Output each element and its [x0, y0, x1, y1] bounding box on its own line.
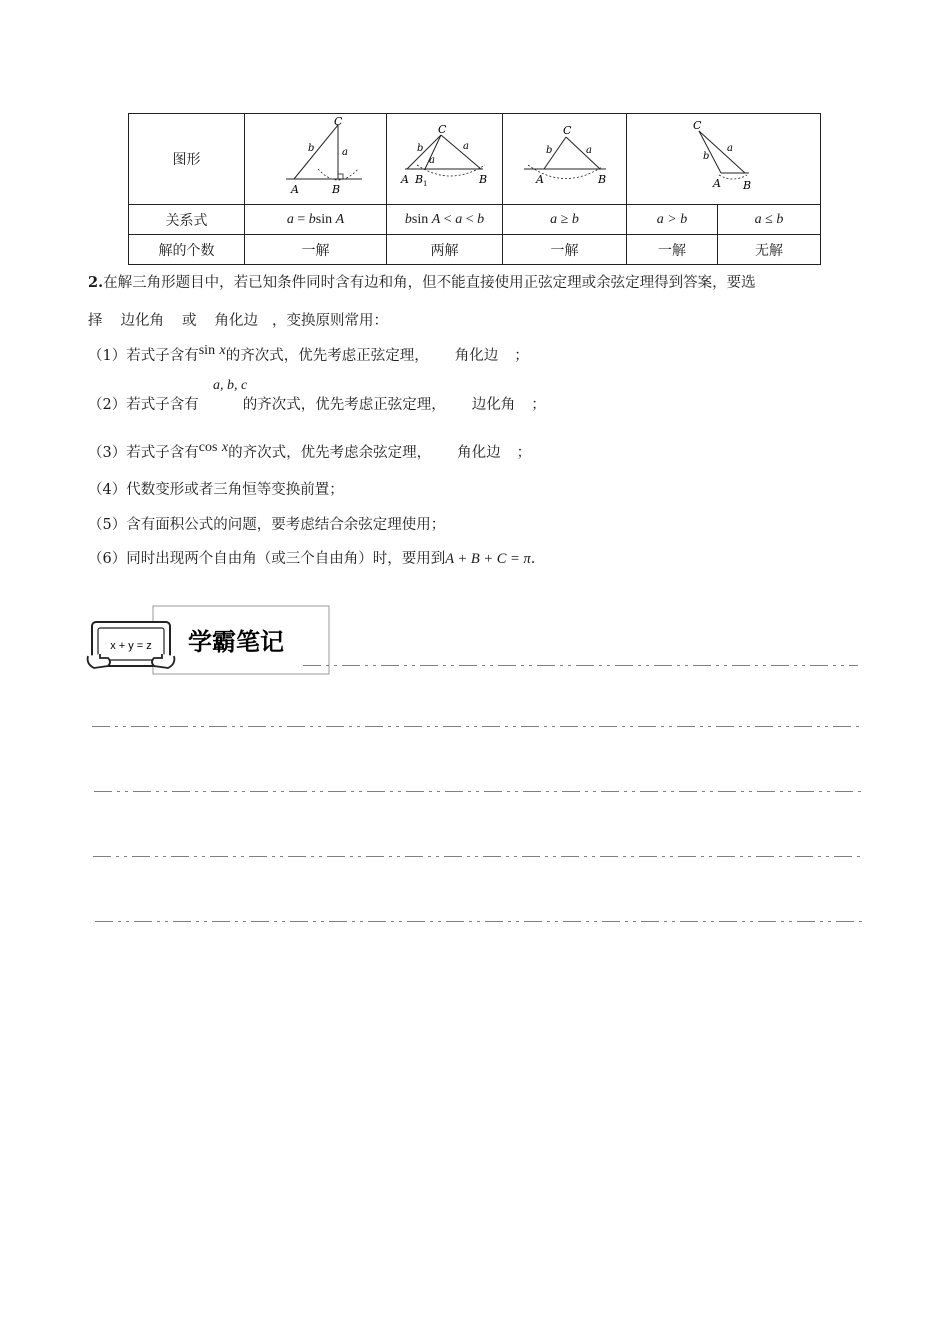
fig4-label-A: A: [712, 177, 721, 190]
fig2-label-C: C: [437, 123, 446, 136]
count-cell-5: [718, 235, 821, 265]
rule-3-prefix: （3）若式子含有: [88, 445, 199, 461]
section2-answer-angle-to-side: 角化边: [214, 313, 258, 329]
relation-row: [129, 205, 821, 235]
rule-1-x: x: [219, 343, 226, 358]
fig3-label-A: A: [535, 173, 544, 186]
fig2-label-B1-subscript: 1: [422, 180, 427, 188]
relation-3: a ≥ b: [550, 212, 579, 227]
rule-3-text: 的齐次式，优先考虑余弦定理，: [228, 445, 432, 461]
section2-text-or: 或: [182, 313, 197, 329]
relation-cell-3: [503, 205, 627, 235]
fig3-label-C: C: [562, 124, 571, 137]
count-header-label: 解的个数: [158, 242, 215, 259]
relation-5: a ≤ b: [754, 212, 784, 227]
fig2-label-B: B: [478, 173, 487, 186]
note-line-4: [93, 855, 861, 857]
relation-2-b: b: [404, 212, 412, 227]
rule-3-cos: cos: [198, 440, 218, 455]
count-4: 一解: [658, 242, 686, 259]
relation-4: a > b: [656, 212, 688, 227]
count-cell-2: [387, 235, 503, 265]
obtuse-angle-triangle-figure: [669, 117, 779, 201]
relation-header-label: 关系式: [165, 212, 208, 229]
study-notes-header: [86, 604, 336, 680]
fig4-label-a: a: [726, 143, 733, 154]
fig1-label-C: C: [333, 117, 342, 128]
relation-2-a: a: [455, 212, 463, 227]
notes-title: 学霸笔记: [188, 628, 284, 656]
rule-2-answer: 边化角: [471, 397, 516, 413]
count-row: [129, 235, 821, 265]
section2-line1: [88, 271, 756, 292]
tablet-with-hands-icon: [88, 622, 175, 668]
relation-2-A: A: [431, 212, 441, 227]
relation-1-sin: sin: [315, 212, 336, 227]
relation-1-eq: =: [293, 212, 309, 227]
rule-6-prefix: （6）同时出现两个自由角（或三个自由角）时，要用到: [88, 551, 446, 567]
rule-2-text: 的齐次式，优先考虑正弦定理，: [242, 397, 446, 413]
count-cell-3: [503, 235, 627, 265]
count-3: 一解: [550, 242, 579, 259]
relation-1-a: a: [286, 212, 294, 227]
one-solution-obtuse-figure: [510, 117, 620, 201]
fig4-label-b: b: [702, 151, 709, 162]
rule-4-text: （4）代数变形或者三角恒等变换前置；: [88, 482, 344, 498]
fig2-label-A: A: [400, 173, 409, 186]
figure-row: [129, 114, 821, 205]
note-line-5: [95, 920, 863, 922]
rule-5-text: （5）含有面积公式的问题，要考虑结合余弦定理使用；: [88, 517, 446, 533]
fig4-label-C: C: [692, 119, 701, 132]
section2-answer-side-to-angle: 边化角: [120, 313, 164, 329]
rule-2-end: ；: [531, 397, 546, 413]
rule-1-prefix: （1）若式子含有: [88, 348, 199, 364]
figure-cell-1: [245, 114, 387, 205]
relation-header-cell: [129, 205, 245, 235]
relation-2-lt2: <: [462, 212, 478, 227]
rule-1-end: ；: [514, 348, 529, 364]
rule-5: [88, 513, 445, 534]
relation-cell-1: [245, 205, 387, 235]
rule-1-text: 的齐次式，优先考虑正弦定理，: [225, 348, 429, 364]
figure-cell-3: [503, 114, 627, 205]
fig2-label-a2: a: [462, 141, 469, 152]
relation-1-b: b: [308, 212, 316, 227]
count-1: 一解: [301, 242, 330, 259]
fig2-label-a1: a: [428, 155, 435, 166]
rule-1-answer: 角化边: [454, 348, 499, 364]
rule-4: [88, 478, 344, 499]
rule-2-prefix: （2）若式子含有: [88, 397, 199, 413]
section2-text-2a: 择: [88, 313, 103, 329]
rule-6-end: .: [530, 551, 536, 567]
count-cell-1: [245, 235, 387, 265]
figure-header-cell: [129, 114, 245, 205]
section2-text-2e: ，变换原则常用：: [272, 313, 388, 329]
section2-line2: [88, 309, 388, 330]
note-line-3: [94, 790, 862, 792]
note-line-1: [303, 664, 858, 666]
rule-3-end: ；: [516, 445, 532, 461]
fig3-label-a: a: [585, 145, 592, 156]
relation-cell-2: [387, 205, 503, 235]
rule-3-answer: 角化边: [457, 445, 501, 461]
relation-1-A: A: [335, 212, 345, 227]
relation-2-sin: sin: [411, 212, 432, 227]
fig1-label-b: b: [307, 143, 314, 154]
relation-2-lt1: <: [440, 212, 456, 227]
rule-6: [88, 547, 535, 568]
fig3-label-B: B: [597, 173, 606, 186]
notes-header-graphic: [86, 604, 336, 676]
section2-text-1: 在解三角形题目中，若已知条件同时含有边和角，但不能直接使用正弦定理或余弦定理得到答案，要选: [103, 275, 756, 291]
rule-3: [88, 441, 531, 462]
relation-2-b2: b: [477, 212, 485, 227]
rule-6-formula: A + B + C = π: [445, 551, 531, 567]
rule-2: [88, 393, 546, 414]
tablet-text: x + y = z: [110, 640, 152, 652]
fig1-label-B: B: [331, 183, 340, 196]
fig2-label-B1: B: [414, 173, 423, 186]
count-header-cell: [129, 235, 245, 265]
fig2-label-b: b: [416, 143, 423, 154]
fig1-label-a: a: [341, 147, 348, 158]
count-5: 无解: [755, 242, 783, 259]
relation-cell-5: [718, 205, 821, 235]
count-cell-4: [627, 235, 718, 265]
figure-header-label: 图形: [172, 152, 201, 168]
note-line-2: [92, 725, 860, 727]
figure-cell-2: [387, 114, 503, 205]
section2-number: 2.: [88, 274, 104, 291]
figure-cell-4: [627, 114, 821, 205]
relation-cell-4: [627, 205, 718, 235]
right-triangle-figure: [256, 117, 376, 201]
two-solution-triangle-figure: [395, 117, 495, 201]
solution-count-table: [128, 113, 821, 265]
fig3-label-b: b: [545, 145, 552, 156]
fig1-label-A: A: [290, 183, 299, 196]
rule-1: [88, 344, 529, 365]
rule-3-x: x: [221, 440, 229, 455]
fig4-label-B: B: [742, 179, 751, 192]
count-2: 两解: [430, 242, 459, 259]
rule-2-abc: a, b, c: [213, 378, 248, 393]
rule-1-sin: sin: [198, 343, 216, 358]
